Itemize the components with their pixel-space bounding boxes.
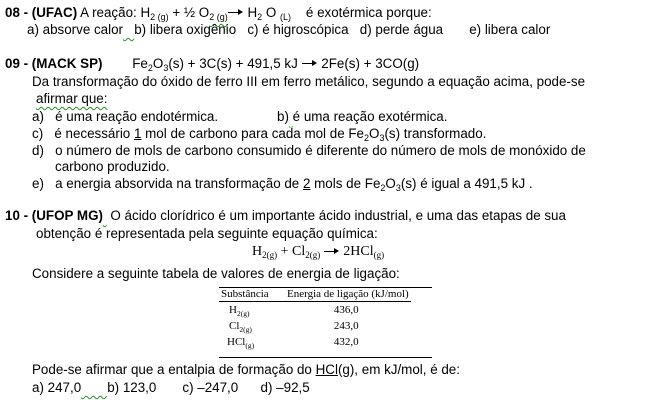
option-09-a: a) é uma reação endotérmica. bbox=[32, 109, 219, 124]
option-10-a: a) 247,0 bbox=[32, 380, 82, 395]
table-row bbox=[219, 318, 411, 334]
option-10-b: b) 123,0 bbox=[107, 380, 157, 395]
question-10-options bbox=[32, 380, 310, 396]
question-08-options bbox=[27, 22, 550, 38]
question-09-stem-line-2: afirmar que: bbox=[36, 91, 108, 106]
question-08-number: 08 - (UFAC) bbox=[5, 5, 78, 20]
reaction-arrow-icon bbox=[302, 59, 318, 69]
table-cell-value: 432,0 bbox=[333, 336, 359, 348]
option-08-d: d) perde água bbox=[359, 22, 444, 37]
option-09-b: b) é uma reação exotérmica. bbox=[277, 109, 448, 124]
table-row bbox=[219, 302, 411, 319]
question-09-header bbox=[5, 56, 419, 72]
question-09-number: 09 - (MACK SP) bbox=[5, 56, 103, 71]
table-cell-formula: HCl$_{(g)}$ bbox=[227, 336, 255, 350]
question-10-table-intro: Considere a seguinte tabela de valores de energia de ligação: bbox=[32, 266, 400, 281]
option-09-d: d) o número de mols de carbono consumido é diferente do número de mols de monóxido de bbox=[32, 143, 586, 158]
option-08-e: e) libera calor bbox=[469, 22, 551, 37]
table-bottom-rule bbox=[219, 357, 432, 358]
option-10-c: c) –247,0 bbox=[182, 380, 239, 395]
table-header-row bbox=[219, 286, 411, 302]
question-10-number: 10 - (UFOP MG) bbox=[5, 208, 103, 223]
question-10-equation: $H_{2(g)} + Cl_{2(g)}$ 2HCl$_{(g)}$ bbox=[252, 244, 385, 260]
question-08-stem: 08 - (UFAC) A reação: $H_{2 (g)}$ + ½ $O_{2 (g)}$ $H_2$ O $_{(L)}$ é exotérmica porque: bbox=[5, 5, 432, 22]
reaction-arrow-icon bbox=[228, 8, 244, 18]
table-header-energy: Energia de ligação (kJ/mol) bbox=[287, 287, 409, 300]
reaction-arrow-icon bbox=[324, 247, 340, 257]
table-cell-value: 436,0 bbox=[333, 304, 359, 316]
question-10-stem-line-2: obtenção é representada pela seguinte equação química: bbox=[36, 226, 378, 241]
option-10-d: d) –92,5 bbox=[260, 380, 310, 395]
table-cell-value: 243,0 bbox=[333, 320, 359, 332]
table-cell-formula: $H_{2(g)}$ bbox=[229, 304, 250, 318]
option-08-c: c) é higroscópica bbox=[247, 22, 349, 37]
question-09-stem-line-1: Da transformação do óxido de ferro III em ferro metálico, segundo a equação acima, pode-se bbox=[32, 74, 586, 89]
option-09-c: c) é necessário 1 mol de carbono para cada mol de $Fe_2O_3(s)$ transformado. bbox=[32, 126, 487, 143]
question-09-equation: $Fe_2O_3(s) + 3C(s) + 491,5$ kJ 2Fe(s) + 3CO(g) bbox=[132, 56, 420, 73]
option-09-d-cont: carbono produzido. bbox=[55, 159, 170, 174]
table-header-substance: Substância bbox=[219, 286, 285, 302]
question-10-stem-line-1: 10 - (UFOP MG) O ácido clorídrico é um importante ácido industrial, e uma das etapas de sua bbox=[5, 208, 566, 223]
bond-energy-table bbox=[219, 286, 411, 350]
option-08-b: b) libera oxigênio bbox=[134, 22, 237, 37]
table-row bbox=[219, 334, 411, 350]
option-08-a: a) absorve calor bbox=[27, 22, 124, 37]
option-09-e: e) a energia absorvida na transformação de 2 mols de $Fe_2O_3(s)$ é igual a 491,5 kJ . bbox=[32, 176, 533, 193]
question-10-stem-line-3: Pode-se afirmar que a entalpia de formação do HCl(g), em kJ/mol, é de: bbox=[32, 362, 460, 377]
table-cell-formula: $Cl_{2(g)}$ bbox=[229, 320, 252, 334]
